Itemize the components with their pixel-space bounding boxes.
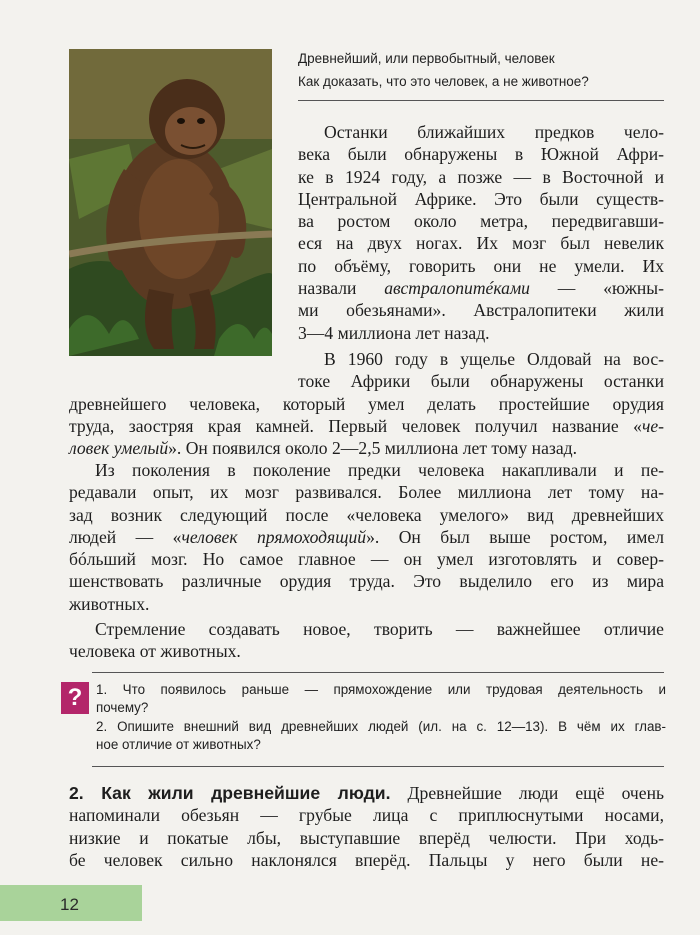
questions-divider-bottom xyxy=(92,766,664,767)
text-line: ва ростом около метра, передвигавши- xyxy=(298,211,664,232)
paragraph-homo-habilis xyxy=(69,348,664,459)
caption-title: Древнейший, или первобытный, человек xyxy=(298,51,555,66)
term-homo-erectus: человек прямоходящий xyxy=(181,526,367,547)
text-line: 3—4 миллиона лет назад. xyxy=(298,322,490,343)
text-line: токе Африки были обнаружены останки xyxy=(298,371,664,392)
text-line: Останки ближайших предков чело- xyxy=(324,122,664,142)
text-line: напоминали обезьян — грубые лица с приплюснутыми носами, xyxy=(69,805,664,826)
text-run: труда, заостряя края камней. Первый человек получил название « xyxy=(69,415,642,436)
text-line xyxy=(298,277,664,299)
paragraph-homo-erectus xyxy=(69,459,664,615)
term-homo-habilis-part: че- xyxy=(641,415,664,436)
text-line: еся на двух ногах. Их мозг был невелик xyxy=(298,233,664,254)
text-line: по объёму, говорить они не умели. Их xyxy=(298,255,664,276)
text-line: бе человек сильно наклонялся вперёд. Пальцы у него были не- xyxy=(69,849,664,870)
text-run: — «южны- xyxy=(529,278,664,299)
text-line xyxy=(69,782,664,804)
text-line: шенствовать различные орудия труда. Это выделило его из мира xyxy=(69,571,664,592)
text-line: древнейшего человека, который умел делать простейшие орудия xyxy=(69,393,664,414)
paragraph-australopithecus xyxy=(298,121,664,344)
text-line: века были обнаружены в Южной Афри- xyxy=(298,144,664,165)
text-line: редавали опыт, их мозг развивался. Более миллиона лет тому на- xyxy=(69,482,664,503)
illustration-drawing xyxy=(69,49,272,356)
text-line xyxy=(69,526,664,548)
text-line: Из поколения в поколение предки человека накапливали и пе- xyxy=(95,460,664,480)
text-run: назвали xyxy=(298,278,385,299)
caption-divider xyxy=(298,100,664,101)
question-1 xyxy=(96,681,666,717)
caption-question: Как доказать, что это человек, а не животное? xyxy=(298,74,589,89)
text-run: Древнейшие люди ещё очень xyxy=(390,783,665,803)
text-run: ». Он был выше ростом, имел xyxy=(366,526,665,547)
text-run: ». Он появился около 2—2,5 миллиона лет тому назад. xyxy=(168,438,577,459)
text-line: бóльший мозг. Но самое главное — он умел изготовлять и совер- xyxy=(69,549,664,570)
text-line: человека от животных. xyxy=(69,641,241,662)
questions-divider-top xyxy=(92,672,664,673)
text-line xyxy=(69,437,664,459)
question-icon: ? xyxy=(61,682,89,714)
section-heading: 2. Как жили древнейшие люди. xyxy=(69,783,391,803)
question-line: 2. Опишите внешний вид древнейших людей (ил. на с. 12—13). В чём их глав- xyxy=(96,719,666,734)
text-line: В 1960 году в ущелье Олдовай на вос- xyxy=(324,349,664,369)
ape-man-illustration xyxy=(69,49,272,356)
paragraph-section-2 xyxy=(69,782,664,871)
text-line: животных. xyxy=(69,593,150,614)
text-line: зад возник следующий после «человека умелого» вид древнейших xyxy=(69,504,664,525)
question-2 xyxy=(96,718,666,754)
text-line: ми обезьянами». Австралопитеки жили xyxy=(298,300,664,321)
term-australopithecus: австралопитéками xyxy=(384,278,530,299)
paragraph-conclusion xyxy=(69,618,664,663)
term-homo-habilis: ловек умелый xyxy=(69,438,169,459)
text-line: низкие и покатые лбы, выступавшие вперёд челюсти. При ходь- xyxy=(69,827,664,848)
text-line xyxy=(69,415,664,437)
text-run: людей — « xyxy=(69,526,182,547)
text-line: Стремление создавать новое, творить — важнейшее отличие xyxy=(95,619,664,639)
text-line: ке в 1924 году, а позже — в Восточной и xyxy=(298,166,664,187)
question-line: почему? xyxy=(96,700,149,715)
question-line: ное отличие от животных? xyxy=(96,737,261,752)
page-number: 12 xyxy=(60,895,79,914)
text-line: Центральной Африке. Это были существ- xyxy=(298,188,664,209)
question-line: 1. Что появилось раньше — прямохождение или трудовая деятельность и xyxy=(96,682,666,697)
